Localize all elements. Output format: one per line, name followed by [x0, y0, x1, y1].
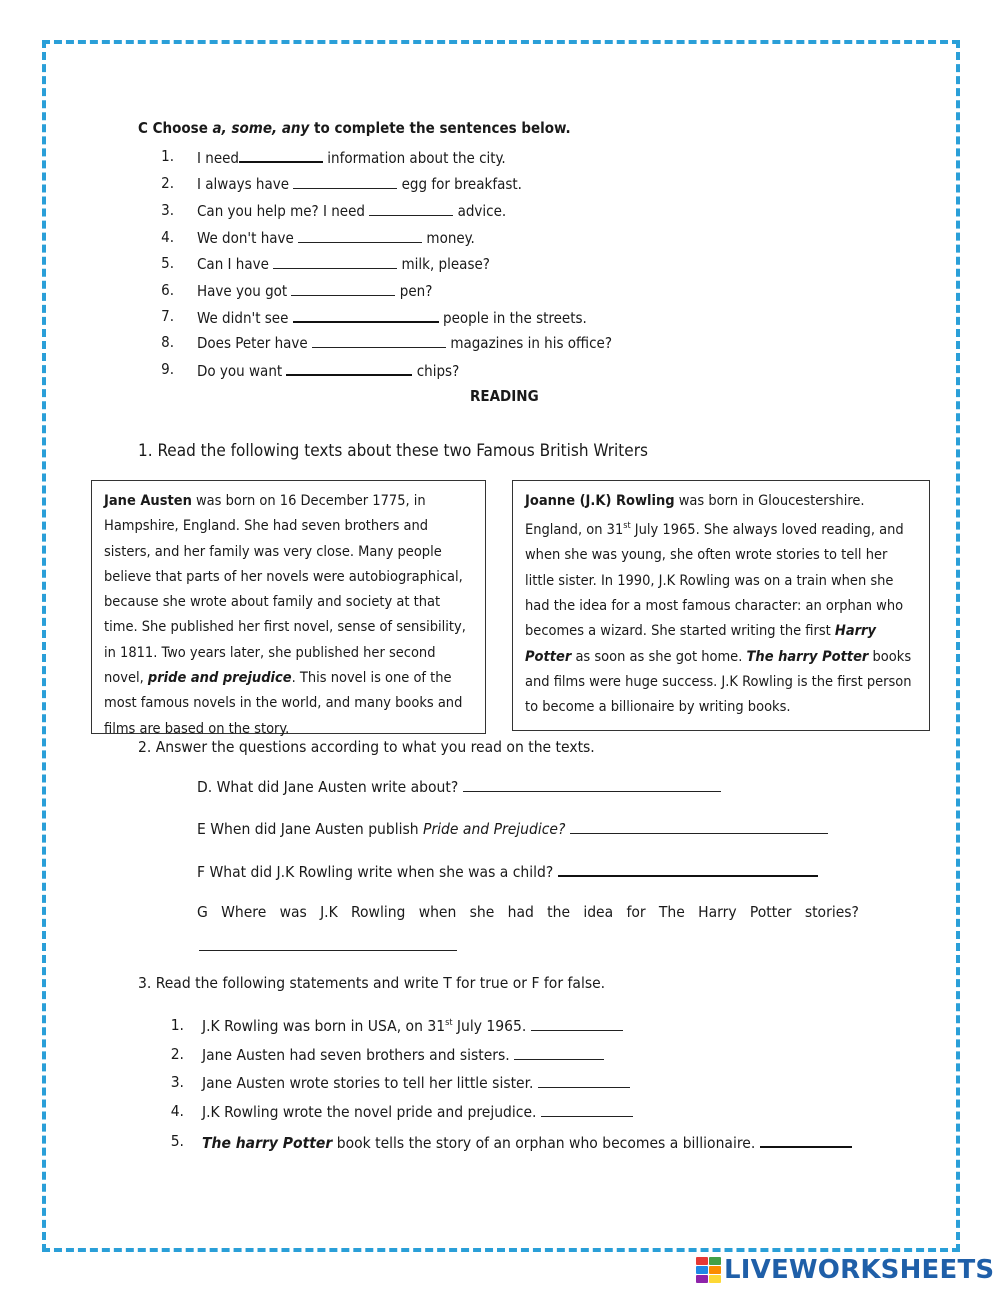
item-text-after: milk, please? — [401, 255, 490, 273]
novel-title: pride and prejudice — [147, 670, 292, 687]
answer-blank[interactable] — [273, 254, 397, 269]
item-text-before: We don't have — [197, 229, 294, 247]
answer-blank[interactable] — [293, 174, 397, 189]
item-text-before: Can I have — [197, 255, 269, 273]
question-g: G Where was J.K Rowling when she had the idea for The Harry Potter stories? — [197, 903, 859, 921]
item-text-before: I need — [197, 149, 239, 167]
book-title: Harry Potter — [525, 623, 876, 665]
answer-blank[interactable] — [558, 861, 818, 877]
item-text-before: I always have — [197, 175, 289, 193]
rowling-name: Joanne (J.K) Rowling — [525, 493, 675, 509]
logo-tile — [709, 1257, 721, 1265]
item-text-after: pen? — [399, 282, 433, 300]
book-title: The harry Potter — [202, 1134, 333, 1152]
item-text-after: information about the city. — [327, 149, 506, 167]
item-text-before: Have you got — [197, 282, 288, 300]
item-text-after: chips? — [416, 362, 460, 380]
task-2-heading: 2. Answer the questions according to what you read on the texts. — [138, 738, 595, 756]
logo-tile — [696, 1257, 708, 1265]
question-d: D. What did Jane Austen write about? — [197, 777, 721, 796]
answer-blank[interactable] — [570, 819, 828, 834]
answer-blank[interactable] — [531, 1016, 623, 1031]
answer-blank[interactable] — [312, 333, 446, 348]
answer-blank[interactable] — [286, 360, 412, 376]
book-title: The harry Potter — [746, 648, 869, 665]
answer-blank[interactable] — [538, 1073, 630, 1088]
section-c-heading: C Choose a, some, any to complete the sentences below. — [138, 119, 571, 137]
task-3-heading: 3. Read the following statements and write T for true or F for false. — [138, 974, 606, 992]
answer-blank[interactable] — [298, 228, 422, 243]
logo-tiles-icon — [696, 1257, 721, 1283]
answer-blank[interactable] — [463, 777, 721, 792]
austen-name: Jane Austen — [104, 493, 192, 509]
logo-tile — [696, 1275, 708, 1283]
item-text-after: people in the streets. — [443, 309, 587, 327]
task-1-heading: 1. Read the following texts about these two Famous British Writers — [138, 441, 648, 461]
logo-tile — [696, 1266, 708, 1274]
item-text-before: Can you help me? I need — [197, 202, 365, 220]
question-f: F What did J.K Rowling write when she was a child? — [197, 861, 818, 881]
answer-blank[interactable] — [760, 1132, 852, 1148]
logo-tile — [709, 1275, 721, 1283]
item-text-before: Does Peter have — [197, 334, 308, 352]
austen-text-box: Jane Austen was born on 16 December 1775, in Hampshire, England. She had seven brothers and sisters, and her family was very close. Many people believe that parts of her novels were autobiographical, because she wrote about family and society at that time. She published her first novel, sense of sensibility, in 1811. Two years later, she published her second novel, pride and prejudice. This novel is one of the most famous novels in the world, and many books and films are based on the story. — [91, 480, 486, 734]
item-text-after: magazines in his office? — [450, 334, 612, 352]
item-text-after: money. — [426, 229, 475, 247]
question-e: E When did Jane Austen publish Pride and Prejudice? — [197, 819, 828, 838]
liveworksheets-logo — [696, 1252, 994, 1288]
logo-tile — [709, 1266, 721, 1274]
question-g-answer[interactable] — [199, 936, 457, 955]
answer-blank[interactable] — [199, 936, 457, 951]
brand-name: LIVEWORKSHEETS — [724, 1255, 995, 1285]
item-text-before: Do you want — [197, 362, 283, 380]
answer-blank[interactable] — [369, 201, 453, 216]
answer-blank[interactable] — [239, 147, 323, 163]
answer-blank[interactable] — [293, 307, 439, 323]
reading-title: READING — [470, 387, 539, 405]
item-text-before: We didn't see — [197, 309, 289, 327]
item-text-after: advice. — [457, 202, 507, 220]
rowling-text-box: Joanne (J.K) Rowling was born in Gloucestershire. England, on 31st July 1965. She always loved reading, and when she was young, she often wrote stories to tell her little sister. In 1990, J.K Rowling was on a train when she had the idea for a most famous character: an orphan who becomes a wizard. She started writing the first Harry Potter as soon as she got home. The harry Potter books and films were huge success. J.K Rowling is the first person to become a billionaire by writing books. — [512, 480, 930, 731]
item-text-after: egg for breakfast. — [401, 175, 522, 193]
answer-blank[interactable] — [291, 281, 395, 296]
answer-blank[interactable] — [541, 1102, 633, 1117]
answer-blank[interactable] — [514, 1045, 604, 1060]
